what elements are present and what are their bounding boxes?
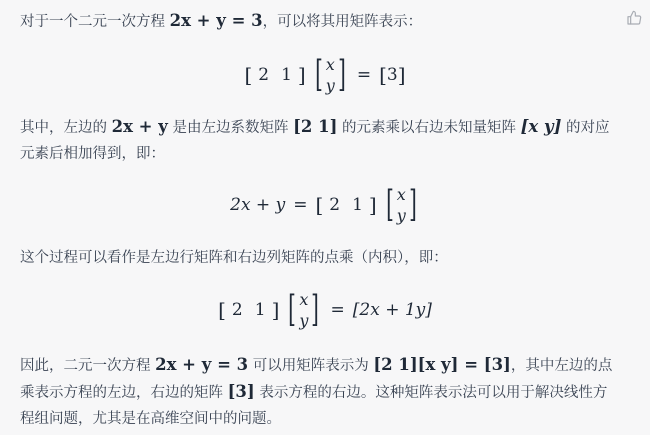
matrix-cell: 1	[254, 300, 266, 320]
paragraph-conclusion	[20, 352, 620, 432]
row-matrix	[323, 195, 369, 215]
bracket-right: ]	[397, 63, 406, 87]
bracket-right: ]	[271, 298, 280, 322]
matrix-cell: 2	[329, 195, 341, 215]
thumbs-up-icon[interactable]	[626, 10, 642, 26]
equation-matrix-form	[0, 50, 650, 100]
math-expression: [2x + 1y]	[352, 300, 432, 320]
paragraph-explanation	[20, 114, 620, 167]
math-inline: [3]	[227, 382, 255, 401]
bracket-left: [	[288, 289, 297, 330]
column-matrix	[326, 54, 335, 96]
math-inline: 2x + y	[111, 117, 168, 136]
math-inline: 2x + y = 3	[169, 11, 263, 30]
matrix-cell: y	[325, 76, 335, 95]
matrix-cell: x	[396, 185, 406, 204]
text-span: ，其中左边的点乘表示方程的左边，右边的矩阵	[20, 358, 613, 401]
paragraph-intro	[20, 8, 620, 35]
paragraph-dot-product	[20, 245, 620, 271]
matrix-cell: 2	[231, 300, 243, 320]
equals-sign: =	[330, 300, 345, 320]
text-span: 是由左边系数矩阵	[167, 120, 294, 136]
row-matrix	[226, 300, 272, 320]
text-span: 的元素乘以右边未知量矩阵	[337, 120, 521, 136]
bracket-right: ]	[408, 184, 417, 225]
matrix-cell: x	[299, 290, 309, 309]
text-span: ，可以将其用矩阵表示：	[262, 14, 423, 30]
bracket-left: [	[385, 184, 394, 225]
equals-sign: =	[293, 195, 308, 215]
bracket-right: ]	[337, 54, 346, 95]
bracket-left: [	[218, 298, 226, 322]
text-span: 的对应元素后相加得到，即：	[20, 120, 610, 162]
bracket-right: ]	[368, 193, 377, 217]
equation-expanded	[0, 178, 650, 232]
math-inline: [2 1][x y] = [3]	[373, 355, 511, 374]
math-inline: [x y]	[520, 117, 562, 136]
equation-dot-product	[0, 283, 650, 337]
matrix-cell: y	[396, 206, 406, 225]
text-span: 表示方程的右边。这种矩阵表示法可以用于解决线性方程组问题，尤其是在高维空间中的问题。	[20, 385, 608, 427]
text-span: 其中，左边的	[20, 120, 112, 136]
bracket-left: [	[314, 54, 323, 95]
math-inline: 2x + y = 3	[155, 355, 249, 374]
bracket-right: ]	[297, 63, 306, 87]
text-span: 对于一个二元一次方程	[20, 14, 170, 30]
column-matrix	[299, 289, 308, 331]
math-inline: [2 1]	[293, 117, 338, 136]
matrix-cell: 2	[258, 65, 270, 85]
matrix-cell: x	[325, 55, 335, 74]
matrix-cell: 3	[386, 65, 398, 85]
bracket-right: ]	[311, 289, 320, 330]
row-matrix	[252, 65, 298, 85]
bracket-left: [	[244, 63, 253, 87]
text-span: 因此，二元一次方程	[20, 358, 156, 374]
column-matrix	[397, 184, 406, 226]
text-span: 可以用矩阵表示为	[248, 358, 374, 374]
matrix-cell: y	[299, 311, 309, 330]
bracket-left: [	[379, 63, 387, 87]
text-span: 这个过程可以看作是左边行矩阵和右边列矩阵的点乘（内积），即：	[20, 250, 448, 266]
equals-sign: =	[356, 65, 372, 85]
matrix-cell: 1	[281, 65, 292, 85]
math-expression: 2x + y	[230, 195, 286, 215]
matrix-cell: 1	[352, 195, 363, 215]
bracket-left: [	[315, 193, 324, 217]
